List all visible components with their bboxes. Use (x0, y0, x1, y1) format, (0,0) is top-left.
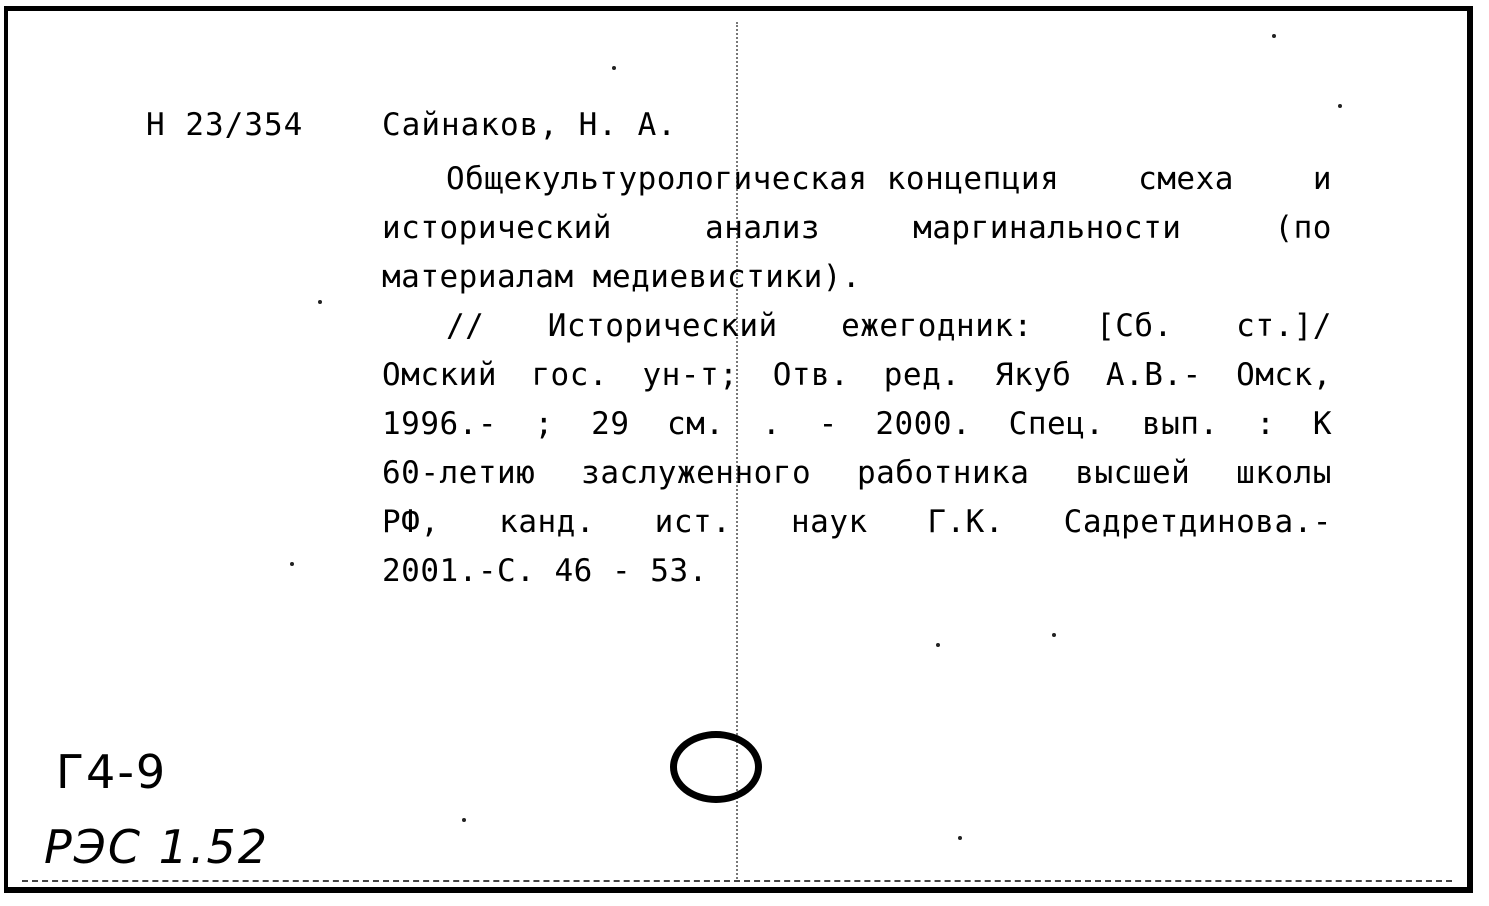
description-line-6: 1996.- ; 29 см. . - 2000. Спец. вып. : К (382, 406, 1332, 442)
description-line-9: 2001.-С. 46 - 53. (382, 553, 708, 589)
scan-speck (1272, 34, 1276, 38)
shelfmark: Н 23/354 (146, 107, 304, 143)
description-line-7: 60-летию заслуженного работника высшей школы (382, 455, 1332, 491)
bibliographic-description (382, 155, 1332, 596)
scan-speck (612, 66, 616, 70)
description-line-5: Омский гос. ун-т; Отв. ред. Якуб А.В.- Омск, (382, 357, 1332, 393)
description-line-8: РФ, канд. ист. наук Г.К. Садретдинова.- (382, 504, 1332, 540)
description-line-2: исторический анализ маргинальности (по (382, 210, 1332, 246)
handwritten-index-code: РЭС 1.52 (44, 820, 270, 874)
card-punch-hole (670, 731, 762, 803)
scan-speck (318, 300, 322, 304)
scan-speck (462, 818, 466, 822)
scan-speck (1338, 104, 1342, 108)
description-line-3: материалам медиевистики). (382, 259, 862, 295)
scan-speck (1052, 633, 1056, 637)
scan-speck (958, 836, 962, 840)
description-line-4: // Исторический ежегодник: [Сб. ст.]/ (446, 308, 1332, 344)
card-bottom-dashed-line (22, 880, 1452, 882)
scan-speck (936, 643, 940, 647)
scan-speck (290, 562, 294, 566)
author-heading: Сайнаков, Н. А. (382, 107, 677, 143)
handwritten-classification-code: Г4-9 (56, 745, 168, 799)
description-line-1: Общекультурологическая концепция смеха и (446, 161, 1332, 197)
